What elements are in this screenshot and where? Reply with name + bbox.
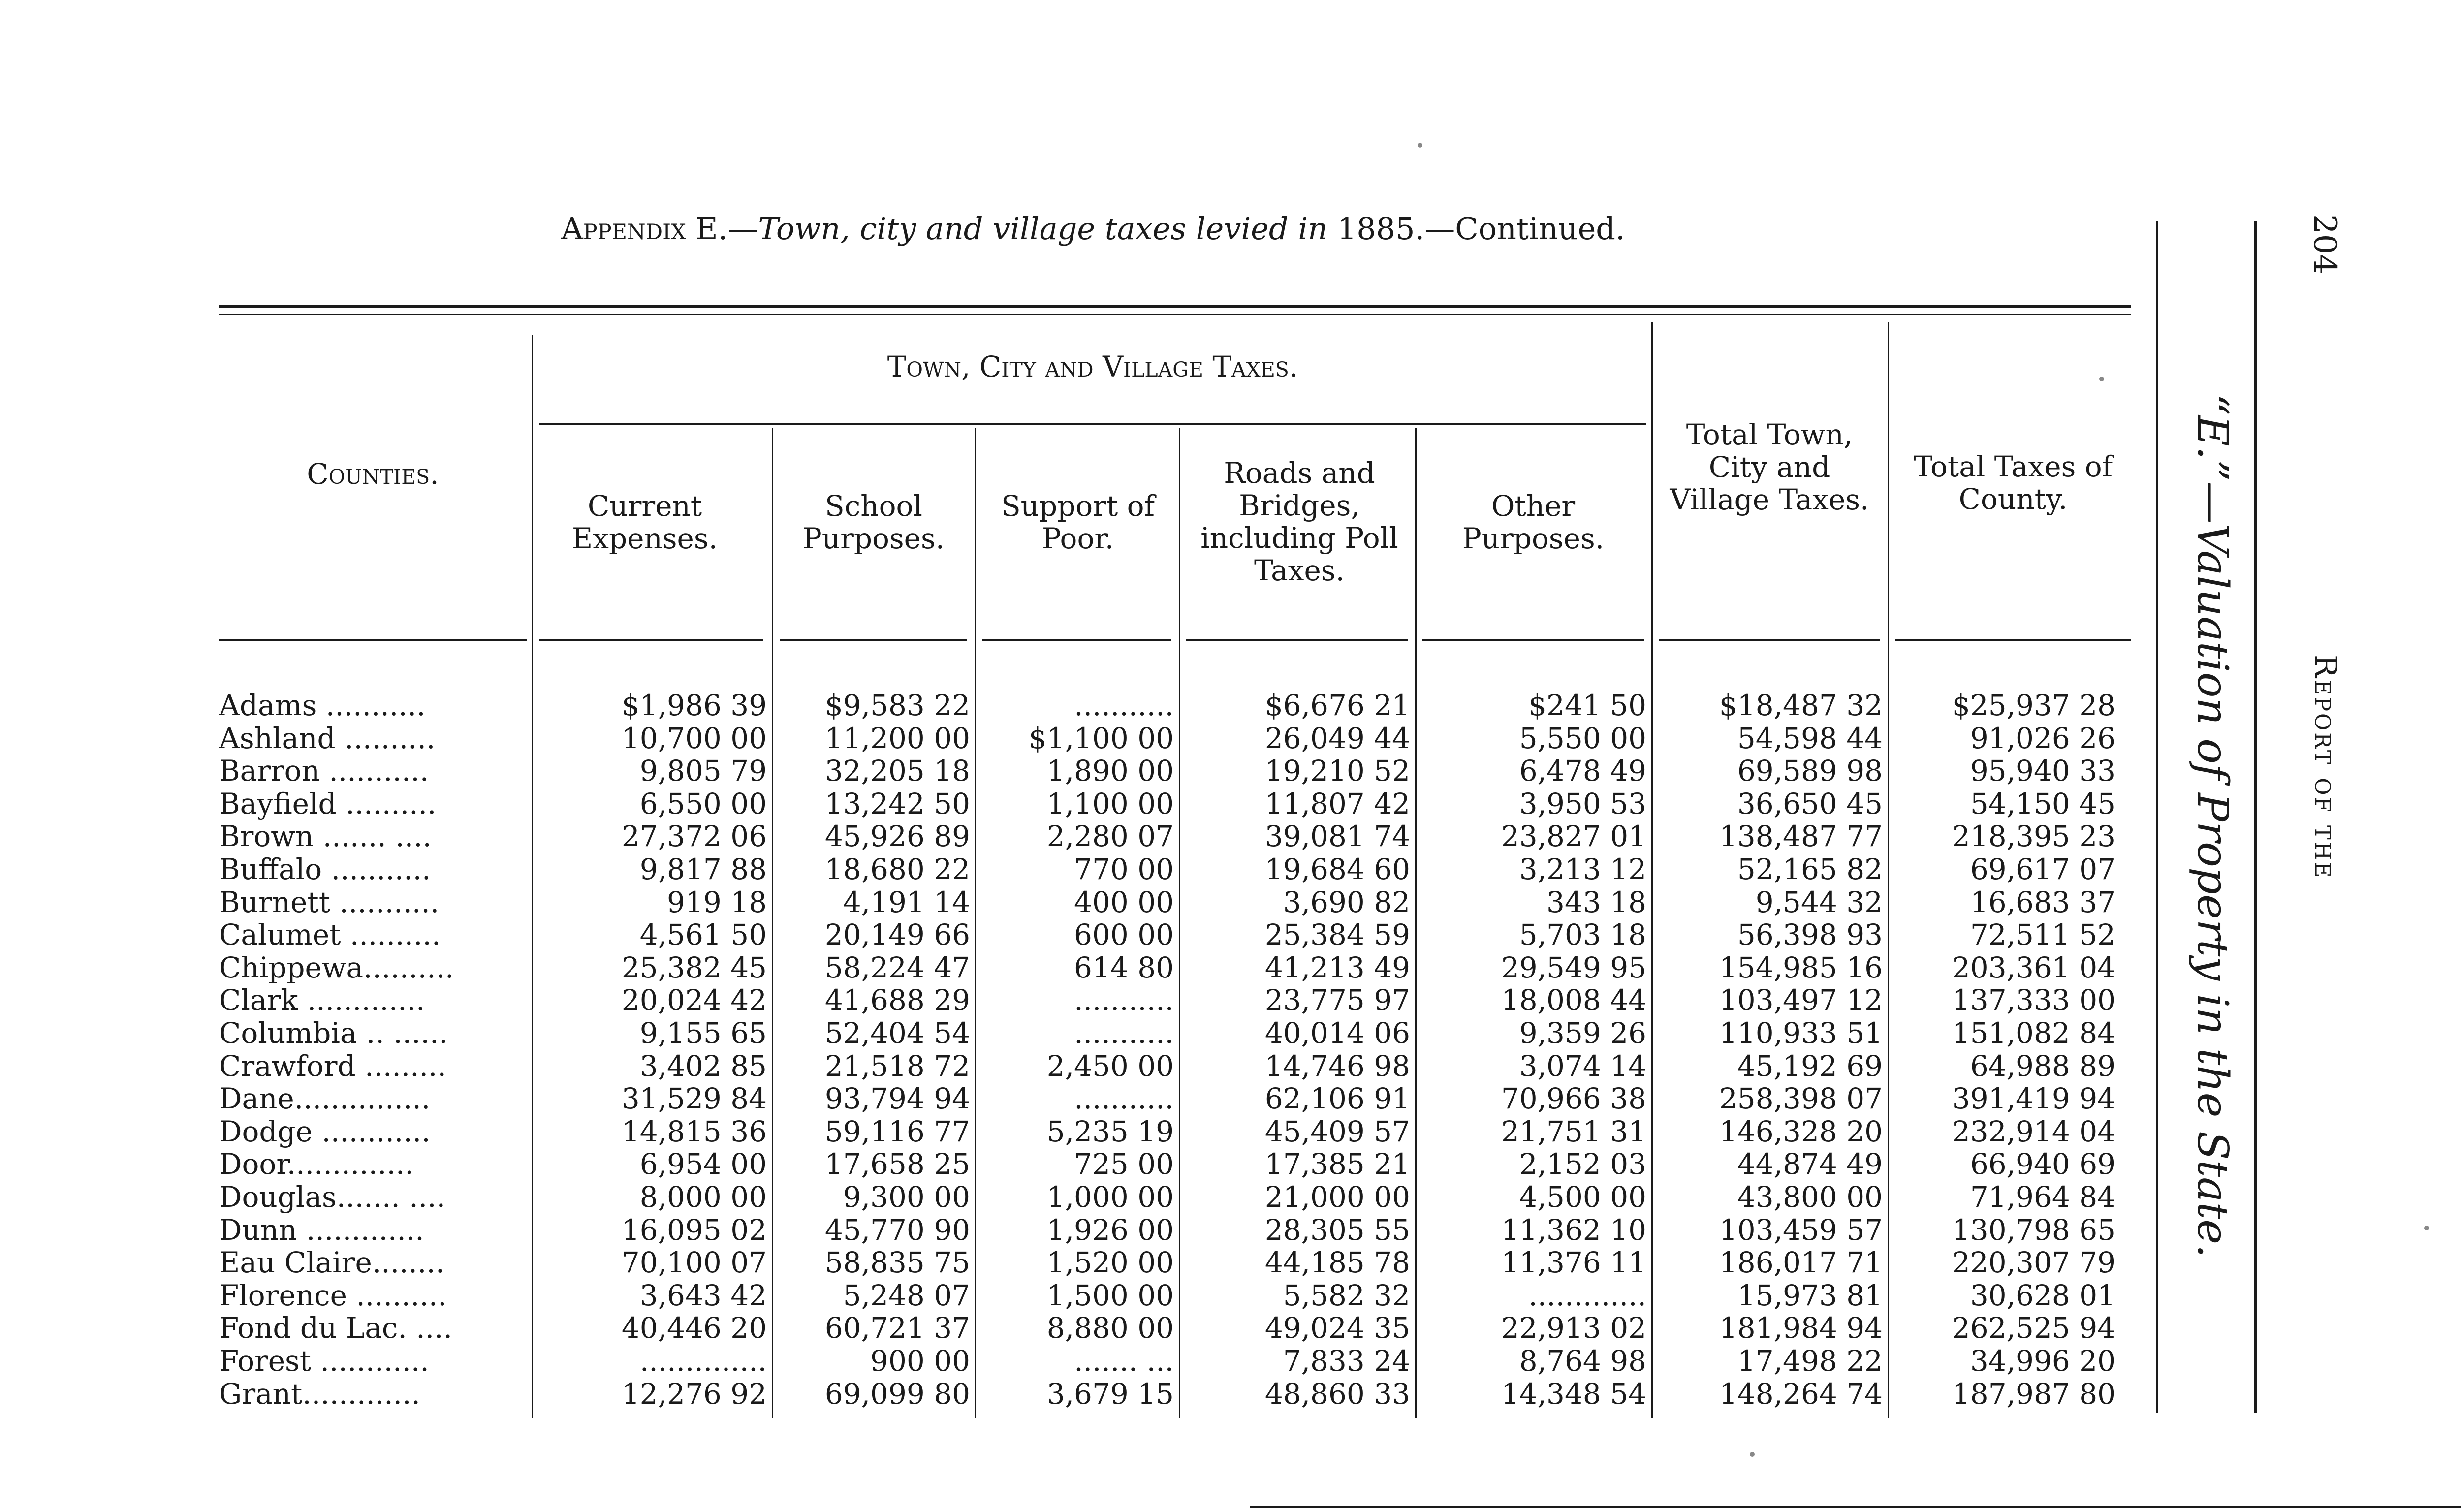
- table-row: [0, 951, 2131, 984]
- cell-total-county: 64,988 89: [1970, 1049, 2115, 1083]
- header-current-expenses: Current Expenses.: [571, 489, 718, 555]
- cell-other: 3,074 14: [1519, 1049, 1646, 1083]
- cell-poor: 725 00: [1074, 1147, 1174, 1181]
- cell-current: 40,446 20: [621, 1311, 767, 1345]
- cell-total-town: 148,264 74: [1719, 1377, 1883, 1411]
- cell-other: 6,478 49: [1519, 754, 1646, 788]
- cell-total-county: 54,150 45: [1970, 787, 2115, 820]
- table-row: [0, 820, 2131, 852]
- cell-total-town: 54,598 44: [1737, 721, 1883, 755]
- cell-total-town: 15,973 81: [1737, 1278, 1883, 1312]
- table-row: [0, 853, 2131, 885]
- cell-roads: 23,775 97: [1264, 983, 1410, 1017]
- cell-other: 18,008 44: [1501, 983, 1646, 1017]
- cell-school: 59,116 77: [824, 1114, 970, 1148]
- table-row: [0, 1378, 2131, 1410]
- header-group: Town, City and Village Taxes.: [887, 350, 1298, 383]
- cell-poor: 1,926 00: [1046, 1213, 1174, 1247]
- cell-school: 45,770 90: [824, 1213, 970, 1247]
- cell-other: 9,359 26: [1519, 1016, 1646, 1050]
- header-rule-roads: [1186, 639, 1408, 641]
- header-rule-current: [539, 639, 763, 641]
- cell-school: 18,680 22: [824, 852, 970, 886]
- cell-poor: $1,100 00: [1028, 721, 1174, 755]
- cell-county: Brown ....... ....: [219, 820, 432, 853]
- cell-poor: 614 80: [1074, 950, 1174, 984]
- cell-total-county: 130,798 65: [1952, 1213, 2115, 1247]
- cell-total-town: 186,017 71: [1719, 1246, 1883, 1280]
- top-rule-2: [219, 314, 2131, 315]
- cell-school: 60,721 37: [824, 1311, 970, 1345]
- cell-other: 4,500 00: [1519, 1180, 1646, 1214]
- cell-current: 9,817 88: [639, 852, 767, 886]
- table-row: [0, 1214, 2131, 1246]
- cell-current: 8,000 00: [639, 1180, 767, 1214]
- cell-roads: 49,024 35: [1264, 1311, 1410, 1345]
- header-total-town: Total Town, City and Village Taxes.: [1670, 418, 1869, 516]
- cell-roads: 21,000 00: [1264, 1180, 1410, 1214]
- cell-roads: 14,746 98: [1264, 1049, 1410, 1083]
- cell-roads: 3,690 82: [1283, 885, 1410, 919]
- table-row: [0, 755, 2131, 787]
- cell-poor: ...........: [1074, 1016, 1174, 1050]
- cell-other: 5,550 00: [1519, 721, 1646, 755]
- cell-county: Chippewa..........: [219, 951, 454, 984]
- margin-rule-right: [2254, 221, 2257, 1413]
- cell-school: 17,658 25: [824, 1147, 970, 1181]
- page-title: [561, 211, 1625, 247]
- title-subtitle: Town, city and village taxes levied in: [758, 211, 1328, 247]
- cell-school: 9,300 00: [843, 1180, 970, 1214]
- cell-school: 20,149 66: [824, 918, 970, 952]
- cell-poor: ...........: [1074, 983, 1174, 1017]
- cell-county: Calumet ..........: [219, 918, 441, 951]
- cell-school: 69,099 80: [824, 1377, 970, 1411]
- cell-total-town: 146,328 20: [1719, 1114, 1883, 1148]
- cell-total-town: $18,487 32: [1719, 689, 1883, 722]
- cell-total-county: 66,940 69: [1970, 1147, 2115, 1181]
- cell-current: 6,550 00: [639, 787, 767, 820]
- cell-total-town: 43,800 00: [1737, 1180, 1883, 1214]
- cell-county: Crawford .........: [219, 1049, 446, 1082]
- cell-school: 900 00: [870, 1344, 970, 1378]
- cell-total-town: 110,933 51: [1719, 1016, 1883, 1050]
- cell-county: Dunn .............: [219, 1213, 424, 1246]
- cell-current: ..............: [639, 1344, 767, 1378]
- cell-roads: $6,676 21: [1264, 689, 1410, 722]
- header-rule-school: [780, 639, 967, 641]
- cell-current: 3,643 42: [639, 1278, 767, 1312]
- cell-other: 3,950 53: [1519, 787, 1646, 820]
- header-rule-other: [1422, 639, 1644, 641]
- cell-roads: 44,185 78: [1264, 1246, 1410, 1280]
- ink-speck: [2099, 377, 2104, 381]
- header-school-purposes: School Purposes.: [802, 489, 945, 555]
- cell-other: 29,549 95: [1501, 950, 1646, 984]
- cell-other: 3,213 12: [1519, 852, 1646, 886]
- cell-total-town: 103,459 57: [1719, 1213, 1883, 1247]
- cell-roads: 25,384 59: [1264, 918, 1410, 952]
- cell-other: 343 18: [1546, 885, 1646, 919]
- cell-poor: 1,000 00: [1046, 1180, 1174, 1214]
- cell-county: Douglas....... ....: [219, 1181, 446, 1213]
- cell-total-town: 52,165 82: [1737, 852, 1883, 886]
- cell-county: Buffalo ...........: [219, 853, 431, 885]
- cell-total-town: 154,985 16: [1719, 950, 1883, 984]
- title-year: 1885.: [1337, 211, 1425, 247]
- cell-poor: 2,280 07: [1046, 819, 1174, 853]
- header-rule-total-county: [1895, 639, 2131, 641]
- cell-current: 12,276 92: [621, 1377, 767, 1411]
- cell-school: 93,794 94: [824, 1082, 970, 1116]
- cell-roads: 7,833 24: [1283, 1344, 1410, 1378]
- cell-poor: ...........: [1074, 689, 1174, 722]
- cell-total-county: 151,082 84: [1952, 1016, 2115, 1050]
- cell-other: 21,751 31: [1501, 1114, 1646, 1148]
- cell-county: Door..............: [219, 1148, 414, 1181]
- cell-roads: 11,807 42: [1264, 787, 1410, 820]
- cell-school: 45,926 89: [824, 819, 970, 853]
- cell-other: 70,966 38: [1501, 1082, 1646, 1116]
- cell-total-county: 34,996 20: [1970, 1344, 2115, 1378]
- cell-total-county: 262,525 94: [1952, 1311, 2115, 1345]
- group-header-rule: [539, 423, 1646, 425]
- cell-roads: 40,014 06: [1264, 1016, 1410, 1050]
- cell-roads: 28,305 55: [1264, 1213, 1410, 1247]
- ink-speck: [1750, 1452, 1755, 1457]
- cell-school: 13,242 50: [824, 787, 970, 820]
- cell-total-county: $25,937 28: [1952, 689, 2115, 722]
- cell-total-town: 9,544 32: [1755, 885, 1883, 919]
- cell-roads: 39,081 74: [1264, 819, 1410, 853]
- margin-rule-left: [2156, 221, 2158, 1413]
- cell-county: Fond du Lac. ....: [219, 1312, 453, 1345]
- cell-county: Barron ...........: [219, 755, 429, 788]
- cell-current: 70,100 07: [621, 1246, 767, 1280]
- cell-total-town: 45,192 69: [1737, 1049, 1883, 1083]
- cell-total-county: 137,333 00: [1952, 983, 2115, 1017]
- table-row: [0, 1181, 2131, 1213]
- cell-other: 22,913 02: [1501, 1311, 1646, 1345]
- cell-poor: 1,500 00: [1046, 1278, 1174, 1312]
- table-row: [0, 1082, 2131, 1115]
- cell-other: 2,152 03: [1519, 1147, 1646, 1181]
- table-row: [0, 1148, 2131, 1180]
- cell-current: 25,382 45: [621, 950, 767, 984]
- cell-total-county: 203,361 04: [1952, 950, 2115, 984]
- header-other-purposes: Other Purposes.: [1462, 489, 1605, 555]
- cell-roads: 19,684 60: [1264, 852, 1410, 886]
- cell-other: 8,764 98: [1519, 1344, 1646, 1378]
- cell-total-town: 36,650 45: [1737, 787, 1883, 820]
- cell-current: 10,700 00: [621, 721, 767, 755]
- cell-school: $9,583 22: [824, 689, 970, 722]
- header-rule-poor: [982, 639, 1171, 641]
- header-rule-counties: [219, 639, 527, 641]
- cell-current: 4,561 50: [639, 918, 767, 952]
- cell-poor: 600 00: [1074, 918, 1174, 952]
- running-head-report: Report of the: [2308, 655, 2344, 880]
- table-row: [0, 984, 2131, 1016]
- cell-current: 9,155 65: [639, 1016, 767, 1050]
- cell-total-county: 187,987 80: [1952, 1377, 2115, 1411]
- cell-poor: 3,679 15: [1046, 1377, 1174, 1411]
- table-row: [0, 1115, 2131, 1148]
- cell-other: 23,827 01: [1501, 819, 1646, 853]
- cell-other: $241 50: [1528, 689, 1646, 722]
- cell-other: 11,362 10: [1501, 1213, 1646, 1247]
- cell-other: 11,376 11: [1501, 1246, 1646, 1280]
- cell-roads: 17,385 21: [1264, 1147, 1410, 1181]
- table-row: [0, 1312, 2131, 1344]
- cell-total-county: 232,914 04: [1952, 1114, 2115, 1148]
- cell-roads: 45,409 57: [1264, 1114, 1410, 1148]
- header-rule-total-town: [1659, 639, 1880, 641]
- table-row: [0, 1050, 2131, 1082]
- appendix-label: Appendix E.: [561, 211, 728, 247]
- header-support-of-poor: Support of Poor.: [1001, 489, 1155, 555]
- cell-total-county: 218,395 23: [1952, 819, 2115, 853]
- cell-total-town: 258,398 07: [1719, 1082, 1883, 1116]
- table-row: [0, 689, 2131, 722]
- table-row: [0, 1017, 2131, 1049]
- cell-total-county: 69,617 07: [1970, 852, 2115, 886]
- table-row: [0, 788, 2131, 820]
- page-number: 204: [2306, 214, 2343, 275]
- cell-total-town: 69,589 98: [1737, 754, 1883, 788]
- cell-county: Columbia .. ......: [219, 1017, 448, 1049]
- cell-roads: 19,210 52: [1264, 754, 1410, 788]
- cell-current: 919 18: [667, 885, 767, 919]
- top-rule-1: [219, 305, 2131, 308]
- ink-speck: [1418, 143, 1422, 148]
- bottom-rule: [1250, 1506, 2461, 1508]
- title-dash: —: [727, 211, 758, 247]
- cell-county: Dodge ............: [219, 1115, 431, 1148]
- cell-other: 5,703 18: [1519, 918, 1646, 952]
- table-row: [0, 1345, 2131, 1377]
- table-row: [0, 1279, 2131, 1312]
- cell-school: 32,205 18: [824, 754, 970, 788]
- cell-current: 14,815 36: [621, 1114, 767, 1148]
- cell-poor: 1,520 00: [1046, 1246, 1174, 1280]
- cell-total-county: 72,511 52: [1970, 918, 2115, 952]
- cell-total-county: 30,628 01: [1970, 1278, 2115, 1312]
- cell-current: 27,372 06: [621, 819, 767, 853]
- cell-total-county: 16,683 37: [1970, 885, 2115, 919]
- cell-roads: 48,860 33: [1264, 1377, 1410, 1411]
- cell-poor: 770 00: [1074, 852, 1174, 886]
- cell-total-town: 138,487 77: [1719, 819, 1883, 853]
- cell-other: .............: [1528, 1278, 1646, 1312]
- cell-roads: 41,213 49: [1264, 950, 1410, 984]
- header-total-county: Total Taxes of County.: [1913, 450, 2113, 516]
- cell-roads: 5,582 32: [1283, 1278, 1410, 1312]
- cell-school: 4,191 14: [843, 885, 970, 919]
- cell-current: 6,954 00: [639, 1147, 767, 1181]
- cell-county: Dane...............: [219, 1082, 431, 1115]
- cell-total-county: 95,940 33: [1970, 754, 2115, 788]
- cell-poor: 8,880 00: [1046, 1311, 1174, 1345]
- cell-total-town: 103,497 12: [1719, 983, 1883, 1017]
- cell-poor: 400 00: [1074, 885, 1174, 919]
- cell-county: Forest ............: [219, 1345, 429, 1377]
- cell-current: 16,095 02: [621, 1213, 767, 1247]
- cell-school: 52,404 54: [824, 1016, 970, 1050]
- cell-county: Adams ...........: [219, 689, 426, 722]
- cell-county: Ashland ..........: [219, 722, 436, 755]
- cell-school: 11,200 00: [824, 721, 970, 755]
- table-row: [0, 1246, 2131, 1279]
- cell-school: 58,224 47: [824, 950, 970, 984]
- running-head-subject: “E.”—Valuation of Property in the State.: [2188, 394, 2237, 1258]
- cell-county: Clark .............: [219, 984, 425, 1017]
- ink-speck: [2424, 1226, 2429, 1230]
- cell-total-town: 56,398 93: [1737, 918, 1883, 952]
- cell-county: Grant.............: [219, 1377, 420, 1410]
- cell-total-town: 44,874 49: [1737, 1147, 1883, 1181]
- cell-current: 20,024 42: [621, 983, 767, 1017]
- table-row: [0, 918, 2131, 951]
- cell-total-town: 181,984 94: [1719, 1311, 1883, 1345]
- cell-total-county: 391,419 94: [1952, 1082, 2115, 1116]
- cell-total-county: 91,026 26: [1970, 721, 2115, 755]
- cell-current: 9,805 79: [639, 754, 767, 788]
- cell-poor: 1,890 00: [1046, 754, 1174, 788]
- cell-poor: 5,235 19: [1046, 1114, 1174, 1148]
- cell-county: Burnett ...........: [219, 885, 440, 918]
- header-counties: Counties.: [307, 457, 439, 491]
- cell-county: Eau Claire........: [219, 1246, 445, 1279]
- table-row: [0, 722, 2131, 755]
- title-continued: —Continued.: [1424, 211, 1625, 247]
- cell-county: Bayfield ..........: [219, 787, 437, 820]
- cell-total-town: 17,498 22: [1737, 1344, 1883, 1378]
- cell-school: 58,835 75: [824, 1246, 970, 1280]
- table-row: [0, 886, 2131, 918]
- cell-school: 41,688 29: [824, 983, 970, 1017]
- cell-poor: ....... ...: [1074, 1344, 1174, 1378]
- cell-poor: ...........: [1074, 1082, 1174, 1116]
- cell-roads: 26,049 44: [1264, 721, 1410, 755]
- cell-total-county: 220,307 79: [1952, 1246, 2115, 1280]
- cell-school: 5,248 07: [843, 1278, 970, 1312]
- header-roads-bridges: Roads and Bridges, including Poll Taxes.: [1200, 456, 1398, 587]
- cell-total-county: 71,964 84: [1970, 1180, 2115, 1214]
- cell-current: 31,529 84: [621, 1082, 767, 1116]
- cell-other: 14,348 54: [1501, 1377, 1646, 1411]
- cell-county: Florence ..........: [219, 1279, 447, 1312]
- cell-current: 3,402 85: [639, 1049, 767, 1083]
- cell-current: $1,986 39: [621, 689, 767, 722]
- cell-poor: 1,100 00: [1046, 787, 1174, 820]
- cell-poor: 2,450 00: [1046, 1049, 1174, 1083]
- cell-roads: 62,106 91: [1264, 1082, 1410, 1116]
- cell-school: 21,518 72: [824, 1049, 970, 1083]
